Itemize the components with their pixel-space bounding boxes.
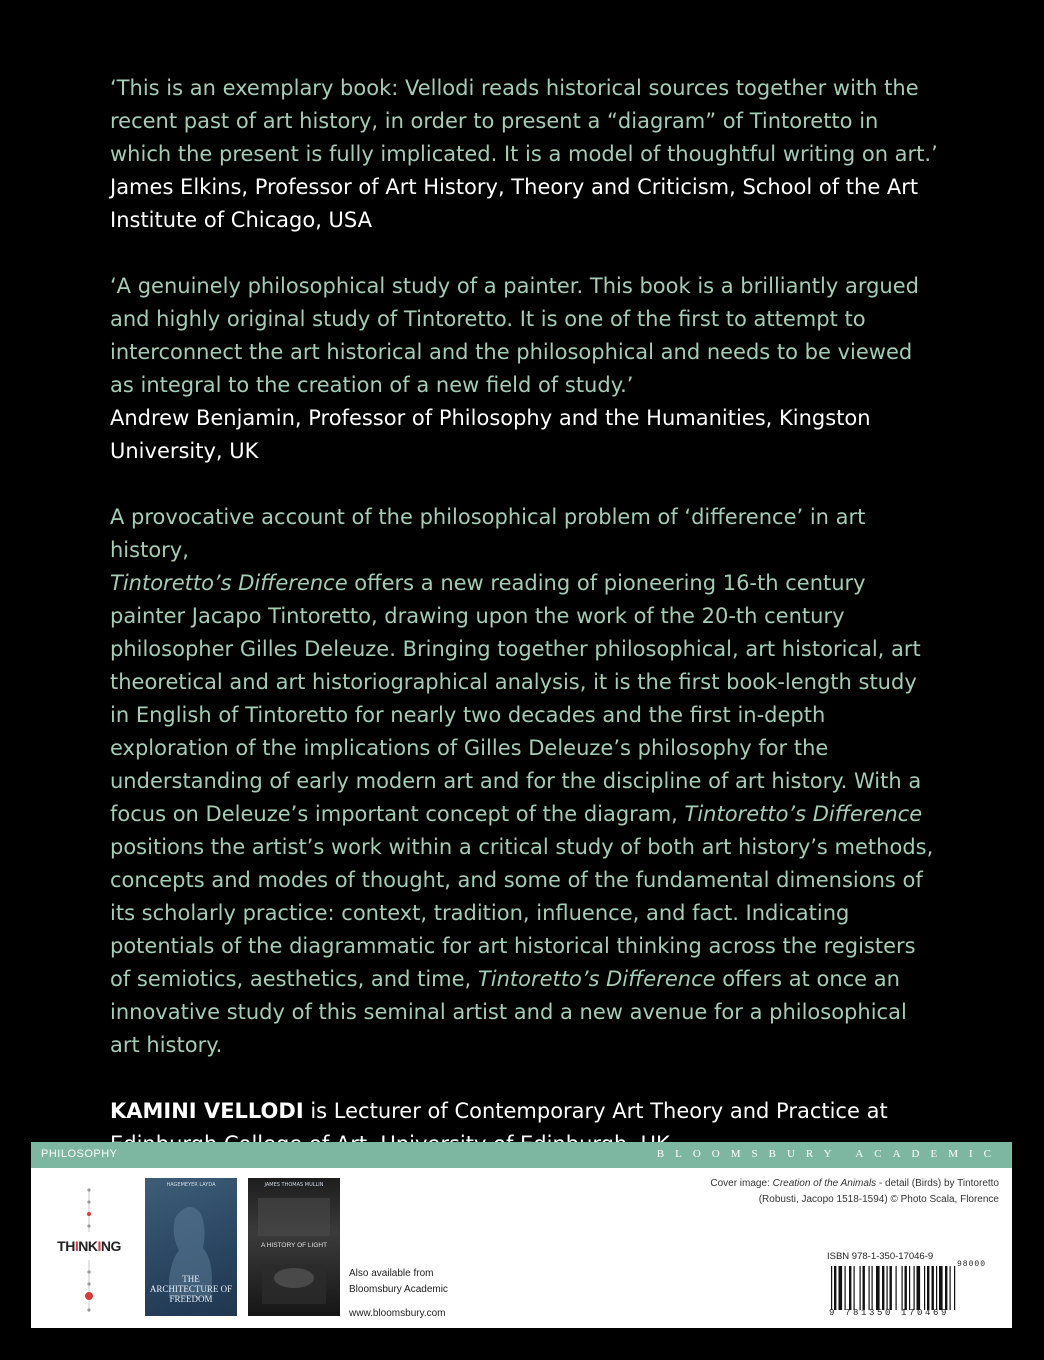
- barcode-digits: 9 781350 170469: [829, 1308, 950, 1318]
- cover-image-credit: [639, 1176, 999, 1208]
- description-text: A provocative account of the philosophical problem of ‘difference’ in art history,: [110, 505, 866, 562]
- cover-title: THE ARCHITECTURE OF FREEDOM: [149, 1274, 233, 1304]
- subject-bar: [31, 1142, 1012, 1168]
- isbn-label: ISBN 978-1-350-17046-9: [827, 1251, 934, 1262]
- subject-label: PHILOSOPHY: [41, 1148, 118, 1160]
- related-book-cover-light[interactable]: [248, 1178, 340, 1316]
- endorsement-1: [110, 72, 940, 237]
- endorsement-attribution: Andrew Benjamin, Professor of Philosophy and the Humanities, Kingston University, UK: [110, 406, 871, 463]
- price-code: 98000: [957, 1260, 987, 1269]
- website-link[interactable]: www.bloomsbury.com: [349, 1308, 446, 1319]
- publisher-name: BLOOMSBURY ACADEMIC: [656, 1148, 1002, 1160]
- description-text: offers at once an innovative study of this seminal artist and a new avenue for a philosophical art history.: [110, 967, 907, 1057]
- barcode-icon: [829, 1266, 1005, 1310]
- book-title-italic: Tintoretto’s Difference: [684, 802, 923, 826]
- book-title-italic: Tintoretto’s Difference: [477, 967, 716, 991]
- series-logo: [45, 1182, 133, 1322]
- credit-artwork-title: Creation of the Animals: [772, 1178, 877, 1189]
- description-text: offers a new reading of pioneering 16-th century painter Jacapo Tintoretto, drawing upon the work of the 20-th century philosopher Gilles Deleuze. Bringing together philosophical, art historical, art theoretical and art historiographical analysis, it is the first book-length study in English of Tintoretto for nearly two decades and the first in-depth exploration of the implications of Gilles Deleuze’s philosophy for the understanding of early modern art and for the discipline of art history. With a focus on Deleuze’s important concept of the diagram,: [110, 571, 922, 826]
- also-available: [349, 1266, 448, 1322]
- cover-author: JAMES THOMAS MULLIN: [264, 1182, 324, 1188]
- footer-panel: [31, 1142, 1012, 1328]
- book-title-italic: Tintoretto’s Difference: [110, 571, 348, 595]
- also-available-line: Bloomsbury Academic: [349, 1284, 448, 1295]
- series-logo-text: THINKING: [57, 1238, 121, 1254]
- credit-line-2: (Robusti, Jacopo 1518-1594) © Photo Scala, Florence: [758, 1194, 999, 1205]
- cover-title: A HISTORY OF LIGHT: [260, 1242, 328, 1249]
- cover-author: HAGEMEYER LAYDA: [166, 1182, 216, 1188]
- author-name: KAMINI VELLODI: [110, 1099, 304, 1123]
- endorsement-2: [110, 270, 940, 468]
- blurb-area: [110, 72, 940, 1194]
- endorsement-quote: ‘A genuinely philosophical study of a painter. This book is a brilliantly argued and highly original study of Tintoretto. It is one of the first to attempt to interconnect the art historical and the philosophical and needs to be viewed as integral to the creation of a new field of study.’: [110, 274, 919, 397]
- credit-rest: - detail (Birds) by Tintoretto: [876, 1178, 999, 1189]
- endorsement-quote: ‘This is an exemplary book: Vellodi reads historical sources together with the recent past of art history, in order to present a “diagram” of Tintoretto in which the present is fully implicated. It is a model of thoughtful writing on art.’: [110, 76, 938, 166]
- description-text: positions the artist’s work within a critical study of both art history’s methods, concepts and modes of thought, and some of the fundamental dimensions of its scholarly practice: context, tradition, influence, and fact. Indicating potentials of the diagrammatic for art historical thinking across the registers of semiotics, aesthetics, and time,: [110, 835, 934, 991]
- book-description: [110, 501, 940, 1062]
- endorsement-attribution: James Elkins, Professor of Art History, Theory and Criticism, School of the Art Institute of Chicago, USA: [110, 175, 919, 232]
- author-bio-text: is Lecturer of Contemporary Art Theory and Practice at: [310, 1099, 888, 1123]
- also-available-line: Also available from: [349, 1268, 434, 1279]
- related-book-cover-architecture[interactable]: [145, 1178, 237, 1316]
- credit-prefix: Cover image:: [710, 1178, 773, 1189]
